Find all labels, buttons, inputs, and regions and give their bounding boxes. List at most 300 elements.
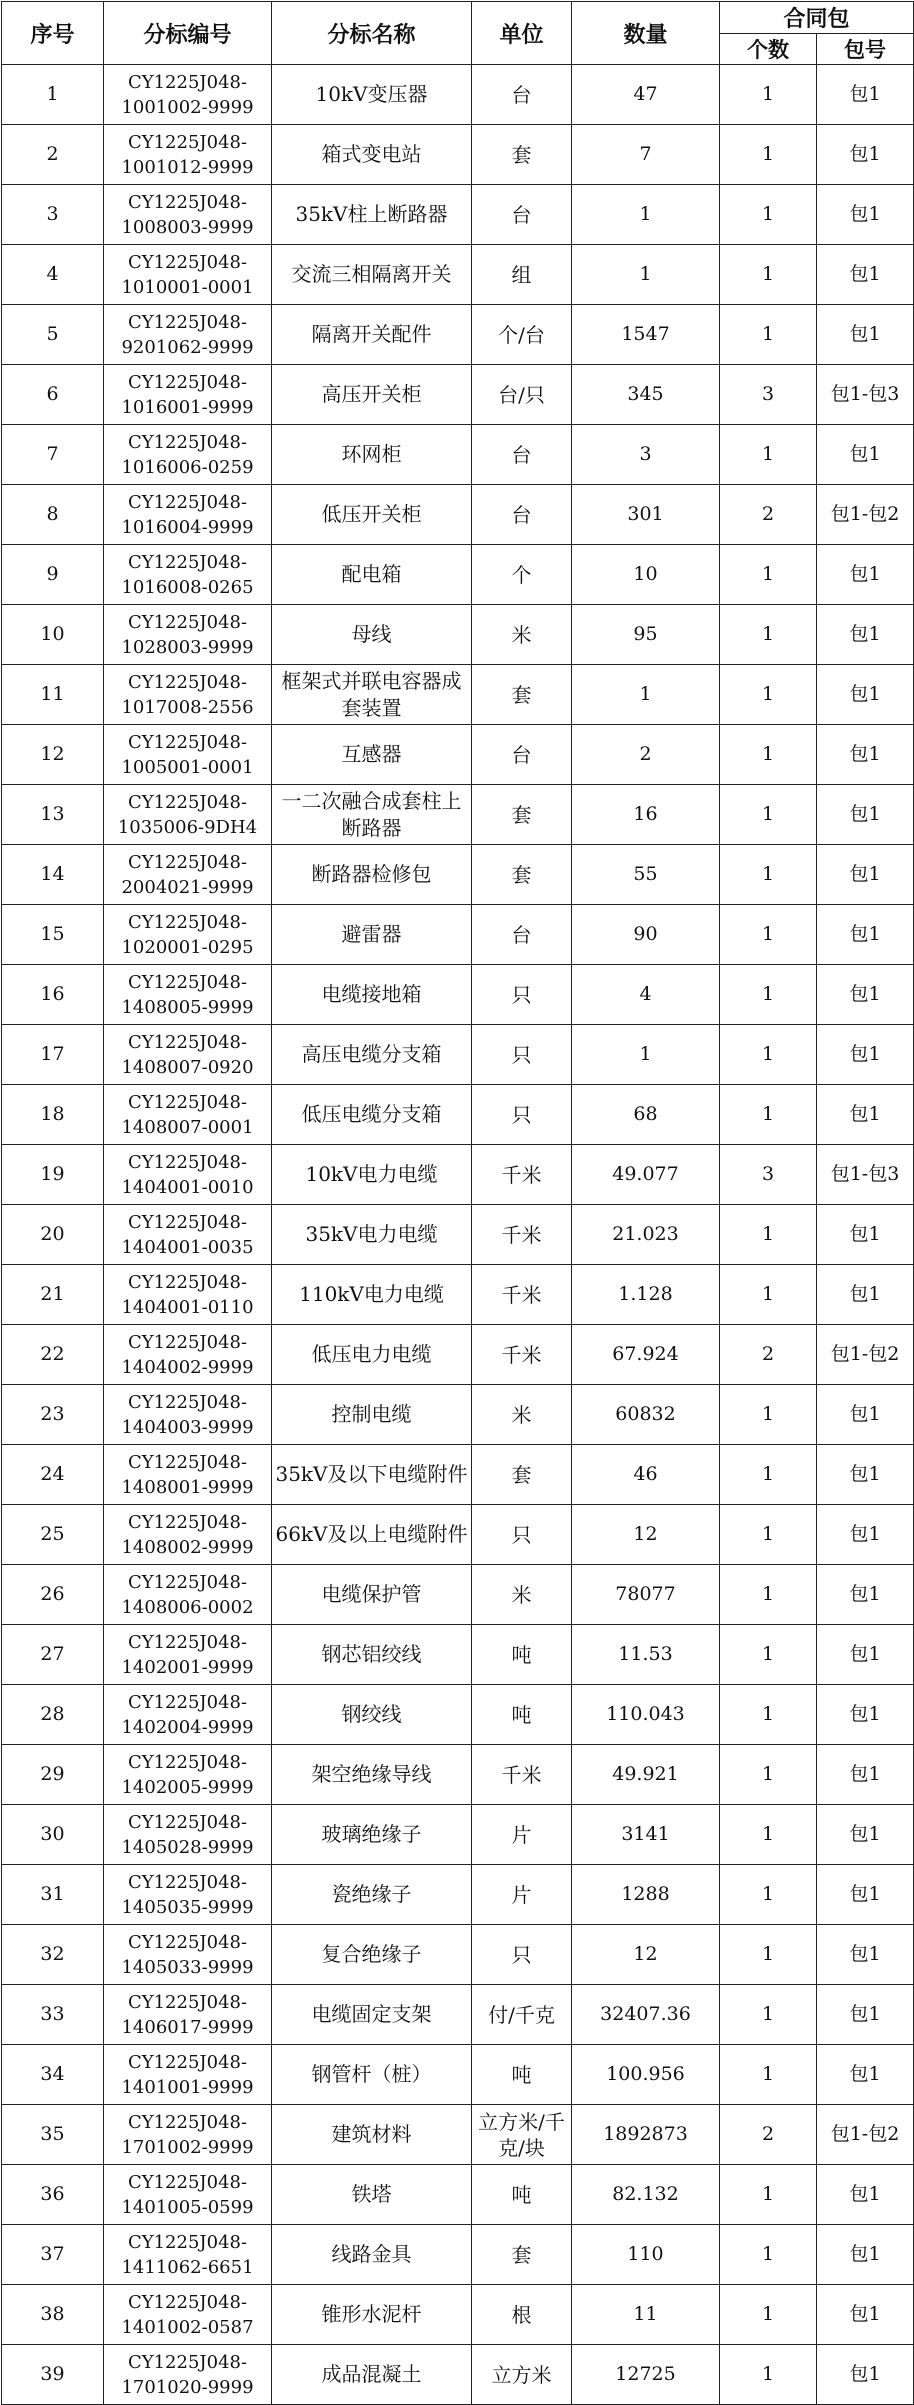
cell-pkg: 包1 <box>817 185 914 245</box>
table-row <box>2 605 914 665</box>
cell-count: 2 <box>720 1325 817 1385</box>
cell-qty: 3 <box>572 425 720 485</box>
cell-code <box>104 1025 272 1085</box>
cell-qty: 55 <box>572 845 720 905</box>
cell-qty: 49.077 <box>572 1145 720 1205</box>
code-line-1: CY1225J048- <box>127 1631 248 1653</box>
cell-code <box>104 1985 272 2045</box>
table-row <box>2 1205 914 1265</box>
cell-code <box>104 125 272 185</box>
cell-seq: 27 <box>2 1625 104 1685</box>
cell-unit: 个/台 <box>472 305 572 365</box>
table-row <box>2 1745 914 1805</box>
cell-pkg: 包1 <box>817 665 914 725</box>
cell-name: 低压电缆分支箱 <box>272 1085 472 1145</box>
cell-unit: 吨 <box>472 1685 572 1745</box>
table-row <box>2 185 914 245</box>
cell-code <box>104 1145 272 1205</box>
cell-code <box>104 1865 272 1925</box>
cell-name: 断路器检修包 <box>272 845 472 905</box>
cell-count: 1 <box>720 1025 817 1085</box>
cell-name: 环网柜 <box>272 425 472 485</box>
cell-code <box>104 185 272 245</box>
code-line-2: 1701020-9999 <box>121 2376 254 2398</box>
code-line-2: 1405028-9999 <box>121 1836 254 1858</box>
cell-count: 1 <box>720 65 817 125</box>
table-row <box>2 485 914 545</box>
cell-count: 1 <box>720 1865 817 1925</box>
code-line-1: CY1225J048- <box>127 2111 248 2133</box>
cell-pkg: 包1 <box>817 545 914 605</box>
code-line-1: CY1225J048- <box>127 1271 248 1293</box>
cell-count: 1 <box>720 1385 817 1445</box>
cell-qty: 67.924 <box>572 1325 720 1385</box>
cell-count: 2 <box>720 485 817 545</box>
cell-pkg: 包1 <box>817 2225 914 2285</box>
cell-seq: 12 <box>2 725 104 785</box>
code-line-2: 1401001-9999 <box>121 2076 254 2098</box>
cell-pkg: 包1 <box>817 1445 914 1505</box>
table-row <box>2 2165 914 2225</box>
header-name: 分标名称 <box>272 2 472 65</box>
cell-seq: 28 <box>2 1685 104 1745</box>
cell-name: 配电箱 <box>272 545 472 605</box>
cell-pkg: 包1-包2 <box>817 1325 914 1385</box>
cell-name: 钢绞线 <box>272 1685 472 1745</box>
cell-qty: 1288 <box>572 1865 720 1925</box>
header-qty: 数量 <box>572 2 720 65</box>
cell-pkg: 包1 <box>817 1085 914 1145</box>
cell-seq: 24 <box>2 1445 104 1505</box>
cell-pkg: 包1 <box>817 965 914 1025</box>
cell-pkg: 包1 <box>817 1745 914 1805</box>
cell-unit: 台 <box>472 485 572 545</box>
cell-qty: 95 <box>572 605 720 665</box>
cell-count: 1 <box>720 665 817 725</box>
cell-unit: 台/只 <box>472 365 572 425</box>
table-row <box>2 1985 914 2045</box>
cell-seq: 7 <box>2 425 104 485</box>
cell-pkg: 包1 <box>817 2045 914 2105</box>
code-line-2: 1005001-0001 <box>121 756 254 778</box>
header-seq: 序号 <box>2 2 104 65</box>
cell-seq: 34 <box>2 2045 104 2105</box>
cell-pkg: 包1 <box>817 2285 914 2345</box>
cell-count: 1 <box>720 1625 817 1685</box>
cell-count: 1 <box>720 905 817 965</box>
cell-pkg: 包1 <box>817 785 914 845</box>
header-contract: 合同包 <box>720 2 914 34</box>
cell-name: 复合绝缘子 <box>272 1925 472 1985</box>
code-line-2: 1016004-9999 <box>121 516 254 538</box>
code-line-2: 1017008-2556 <box>121 696 254 718</box>
cell-count: 1 <box>720 1985 817 2045</box>
code-line-1: CY1225J048- <box>127 731 248 753</box>
cell-pkg: 包1-包3 <box>817 1145 914 1205</box>
cell-seq: 39 <box>2 2345 104 2405</box>
table-row <box>2 785 914 845</box>
table-row <box>2 965 914 1025</box>
cell-seq: 18 <box>2 1085 104 1145</box>
table-row <box>2 1505 914 1565</box>
cell-code <box>104 1745 272 1805</box>
cell-seq: 26 <box>2 1565 104 1625</box>
cell-seq: 1 <box>2 65 104 125</box>
cell-pkg: 包1 <box>817 65 914 125</box>
cell-unit: 台 <box>472 65 572 125</box>
cell-count: 1 <box>720 845 817 905</box>
cell-name: 成品混凝土 <box>272 2345 472 2405</box>
code-line-2: 1411062-6651 <box>121 2256 254 2278</box>
cell-name: 瓷绝缘子 <box>272 1865 472 1925</box>
code-line-1: CY1225J048- <box>127 551 248 573</box>
code-line-2: 1008003-9999 <box>121 216 254 238</box>
cell-unit: 台 <box>472 725 572 785</box>
cell-count: 1 <box>720 1805 817 1865</box>
cell-pkg: 包1 <box>817 1685 914 1745</box>
cell-qty: 1892873 <box>572 2105 720 2165</box>
cell-pkg: 包1 <box>817 2165 914 2225</box>
cell-count: 1 <box>720 245 817 305</box>
cell-code <box>104 1565 272 1625</box>
cell-qty: 16 <box>572 785 720 845</box>
code-line-2: 1408002-9999 <box>121 1536 254 1558</box>
cell-seq: 21 <box>2 1265 104 1325</box>
code-line-1: CY1225J048- <box>127 131 248 153</box>
cell-unit: 吨 <box>472 2045 572 2105</box>
code-line-1: CY1225J048- <box>127 1331 248 1353</box>
cell-unit: 台 <box>472 905 572 965</box>
code-line-2: 1401002-0587 <box>121 2316 254 2338</box>
cell-qty: 3141 <box>572 1805 720 1865</box>
table-row <box>2 1385 914 1445</box>
table-row <box>2 1145 914 1205</box>
cell-unit: 吨 <box>472 2165 572 2225</box>
cell-code <box>104 2105 272 2165</box>
cell-seq: 10 <box>2 605 104 665</box>
cell-count: 1 <box>720 1505 817 1565</box>
cell-unit: 千米 <box>472 1145 572 1205</box>
cell-name: 低压电力电缆 <box>272 1325 472 1385</box>
code-line-1: CY1225J048- <box>127 1571 248 1593</box>
cell-seq: 14 <box>2 845 104 905</box>
cell-name: 钢管杆（桩） <box>272 2045 472 2105</box>
code-line-2: 1001002-9999 <box>121 96 254 118</box>
table-row <box>2 665 914 725</box>
code-line-1: CY1225J048- <box>127 1751 248 1773</box>
code-line-2: 1016001-9999 <box>121 396 254 418</box>
code-line-2: 1404002-9999 <box>121 1356 254 1378</box>
code-line-1: CY1225J048- <box>127 251 248 273</box>
cell-code <box>104 485 272 545</box>
cell-code <box>104 2345 272 2405</box>
code-line-2: 1405035-9999 <box>121 1896 254 1918</box>
cell-code <box>104 1325 272 1385</box>
code-line-1: CY1225J048- <box>127 311 248 333</box>
table-row <box>2 65 914 125</box>
table-row <box>2 2225 914 2285</box>
cell-unit: 只 <box>472 1085 572 1145</box>
cell-unit: 吨 <box>472 1625 572 1685</box>
cell-qty: 46 <box>572 1445 720 1505</box>
cell-name: 35kV柱上断路器 <box>272 185 472 245</box>
cell-pkg: 包1 <box>817 1205 914 1265</box>
table-row <box>2 1325 914 1385</box>
code-line-1: CY1225J048- <box>127 1151 248 1173</box>
table-row <box>2 905 914 965</box>
cell-count: 1 <box>720 1205 817 1265</box>
cell-seq: 30 <box>2 1805 104 1865</box>
cell-unit: 只 <box>472 1025 572 1085</box>
code-line-2: 1010001-0001 <box>121 276 254 298</box>
cell-qty: 32407.36 <box>572 1985 720 2045</box>
cell-seq: 33 <box>2 1985 104 2045</box>
cell-pkg: 包1 <box>817 245 914 305</box>
table-body <box>2 65 914 2405</box>
code-line-2: 1408007-0920 <box>121 1056 254 1078</box>
header-pkg: 包号 <box>817 34 914 65</box>
cell-unit: 套 <box>472 845 572 905</box>
cell-qty: 11 <box>572 2285 720 2345</box>
cell-seq: 22 <box>2 1325 104 1385</box>
code-line-1: CY1225J048- <box>127 1451 248 1473</box>
code-line-2: 1408001-9999 <box>121 1476 254 1498</box>
cell-qty: 1 <box>572 1025 720 1085</box>
cell-seq: 11 <box>2 665 104 725</box>
cell-seq: 16 <box>2 965 104 1025</box>
cell-qty: 21.023 <box>572 1205 720 1265</box>
cell-unit: 套 <box>472 1445 572 1505</box>
cell-code <box>104 1385 272 1445</box>
cell-code <box>104 365 272 425</box>
cell-count: 1 <box>720 1265 817 1325</box>
cell-code <box>104 665 272 725</box>
cell-qty: 68 <box>572 1085 720 1145</box>
cell-seq: 31 <box>2 1865 104 1925</box>
code-line-1: CY1225J048- <box>127 1391 248 1413</box>
code-line-1: CY1225J048- <box>127 1211 248 1233</box>
table-row <box>2 245 914 305</box>
cell-pkg: 包1 <box>817 1385 914 1445</box>
cell-unit: 组 <box>472 245 572 305</box>
cell-unit: 千米 <box>472 1205 572 1265</box>
cell-pkg: 包1 <box>817 725 914 785</box>
cell-qty: 60832 <box>572 1385 720 1445</box>
cell-qty: 47 <box>572 65 720 125</box>
code-line-1: CY1225J048- <box>127 911 248 933</box>
code-line-1: CY1225J048- <box>127 2291 248 2313</box>
cell-seq: 37 <box>2 2225 104 2285</box>
cell-seq: 6 <box>2 365 104 425</box>
cell-unit: 千米 <box>472 1265 572 1325</box>
cell-count: 1 <box>720 1745 817 1805</box>
cell-unit: 米 <box>472 605 572 665</box>
table-row <box>2 1025 914 1085</box>
code-line-2: 1028003-9999 <box>121 636 254 658</box>
cell-code <box>104 905 272 965</box>
cell-name: 电缆接地箱 <box>272 965 472 1025</box>
cell-code <box>104 845 272 905</box>
code-line-2: 1401005-0599 <box>121 2196 254 2218</box>
cell-qty: 301 <box>572 485 720 545</box>
cell-count: 1 <box>720 2165 817 2225</box>
table-row <box>2 1865 914 1925</box>
cell-count: 1 <box>720 965 817 1025</box>
table-row <box>2 545 914 605</box>
code-line-2: 1408006-0002 <box>121 1596 254 1618</box>
cell-name: 10kV变压器 <box>272 65 472 125</box>
cell-pkg: 包1 <box>817 425 914 485</box>
code-line-2: 1402001-9999 <box>121 1656 254 1678</box>
code-line-2: 1701002-9999 <box>121 2136 254 2158</box>
cell-pkg: 包1 <box>817 1985 914 2045</box>
cell-unit: 套 <box>472 665 572 725</box>
cell-name: 互感器 <box>272 725 472 785</box>
cell-unit: 根 <box>472 2285 572 2345</box>
table-row <box>2 1445 914 1505</box>
table-row <box>2 2285 914 2345</box>
table-row <box>2 2045 914 2105</box>
cell-code <box>104 2285 272 2345</box>
cell-pkg: 包1-包2 <box>817 485 914 545</box>
cell-pkg: 包1 <box>817 305 914 365</box>
cell-name: 一二次融合成套柱上断路器 <box>272 785 472 845</box>
cell-unit: 只 <box>472 965 572 1025</box>
code-line-1: CY1225J048- <box>127 371 248 393</box>
cell-seq: 29 <box>2 1745 104 1805</box>
cell-unit: 台 <box>472 425 572 485</box>
cell-pkg: 包1 <box>817 125 914 185</box>
cell-pkg: 包1 <box>817 1025 914 1085</box>
code-line-2: 1001012-9999 <box>121 156 254 178</box>
cell-count: 1 <box>720 1445 817 1505</box>
table-row <box>2 1625 914 1685</box>
code-line-2: 1020001-0295 <box>121 936 254 958</box>
cell-unit: 千米 <box>472 1745 572 1805</box>
code-line-1: CY1225J048- <box>127 1091 248 1113</box>
code-line-1: CY1225J048- <box>127 1511 248 1533</box>
cell-code <box>104 1205 272 1265</box>
cell-name: 控制电缆 <box>272 1385 472 1445</box>
code-line-2: 1408007-0001 <box>121 1116 254 1138</box>
table-row <box>2 2105 914 2165</box>
cell-name: 锥形水泥杆 <box>272 2285 472 2345</box>
cell-seq: 36 <box>2 2165 104 2225</box>
code-line-1: CY1225J048- <box>127 851 248 873</box>
code-line-2: 1404001-0035 <box>121 1236 254 1258</box>
cell-unit: 片 <box>472 1865 572 1925</box>
table-row <box>2 1565 914 1625</box>
cell-code <box>104 2165 272 2225</box>
cell-unit: 立方米 <box>472 2345 572 2405</box>
code-line-2: 1404003-9999 <box>121 1416 254 1438</box>
cell-code <box>104 2045 272 2105</box>
cell-name: 铁塔 <box>272 2165 472 2225</box>
cell-seq: 17 <box>2 1025 104 1085</box>
code-line-1: CY1225J048- <box>127 1031 248 1053</box>
header-count: 个数 <box>720 34 817 65</box>
cell-count: 3 <box>720 365 817 425</box>
cell-code <box>104 785 272 845</box>
table-row <box>2 1085 914 1145</box>
cell-code <box>104 1805 272 1865</box>
cell-name: 10kV电力电缆 <box>272 1145 472 1205</box>
cell-pkg: 包1 <box>817 1865 914 1925</box>
cell-seq: 25 <box>2 1505 104 1565</box>
cell-count: 1 <box>720 2045 817 2105</box>
cell-name: 线路金具 <box>272 2225 472 2285</box>
cell-qty: 2 <box>572 725 720 785</box>
cell-name: 交流三相隔离开关 <box>272 245 472 305</box>
code-line-2: 1402004-9999 <box>121 1716 254 1738</box>
cell-qty: 49.921 <box>572 1745 720 1805</box>
cell-name: 钢芯铝绞线 <box>272 1625 472 1685</box>
code-line-2: 1405033-9999 <box>121 1956 254 1978</box>
cell-count: 1 <box>720 785 817 845</box>
cell-code <box>104 1925 272 1985</box>
cell-count: 1 <box>720 425 817 485</box>
cell-name: 框架式并联电容器成套装置 <box>272 665 472 725</box>
cell-pkg: 包1 <box>817 1805 914 1865</box>
cell-name: 110kV电力电缆 <box>272 1265 472 1325</box>
cell-count: 1 <box>720 125 817 185</box>
cell-pkg: 包1 <box>817 1265 914 1325</box>
code-line-1: CY1225J048- <box>127 971 248 993</box>
cell-count: 1 <box>720 1685 817 1745</box>
cell-qty: 7 <box>572 125 720 185</box>
cell-count: 1 <box>720 2225 817 2285</box>
cell-seq: 38 <box>2 2285 104 2345</box>
cell-name: 低压开关柜 <box>272 485 472 545</box>
cell-pkg: 包1 <box>817 1625 914 1685</box>
cell-code <box>104 965 272 1025</box>
cell-count: 1 <box>720 725 817 785</box>
cell-seq: 19 <box>2 1145 104 1205</box>
cell-qty: 12 <box>572 1505 720 1565</box>
cell-count: 1 <box>720 1925 817 1985</box>
table-row <box>2 1925 914 1985</box>
cell-qty: 110.043 <box>572 1685 720 1745</box>
cell-code <box>104 2225 272 2285</box>
cell-qty: 82.132 <box>572 2165 720 2225</box>
cell-count: 3 <box>720 1145 817 1205</box>
cell-unit: 个 <box>472 545 572 605</box>
code-line-2: 2004021-9999 <box>121 876 254 898</box>
cell-count: 1 <box>720 305 817 365</box>
cell-count: 1 <box>720 545 817 605</box>
code-line-2: 1406017-9999 <box>121 2016 254 2038</box>
table-row <box>2 305 914 365</box>
cell-unit: 套 <box>472 125 572 185</box>
cell-unit: 台 <box>472 185 572 245</box>
cell-unit: 套 <box>472 785 572 845</box>
cell-count: 1 <box>720 1085 817 1145</box>
cell-pkg: 包1 <box>817 2345 914 2405</box>
table-row <box>2 1685 914 1745</box>
cell-pkg: 包1 <box>817 605 914 665</box>
code-line-1: CY1225J048- <box>127 1691 248 1713</box>
cell-name: 隔离开关配件 <box>272 305 472 365</box>
code-line-2: 1035006-9DH4 <box>117 816 258 838</box>
code-line-1: CY1225J048- <box>127 1811 248 1833</box>
cell-name: 高压电缆分支箱 <box>272 1025 472 1085</box>
cell-code <box>104 1625 272 1685</box>
cell-qty: 12 <box>572 1925 720 1985</box>
code-line-2: 9201062-9999 <box>121 336 254 358</box>
cell-count: 1 <box>720 2345 817 2405</box>
cell-name: 建筑材料 <box>272 2105 472 2165</box>
cell-count: 1 <box>720 605 817 665</box>
